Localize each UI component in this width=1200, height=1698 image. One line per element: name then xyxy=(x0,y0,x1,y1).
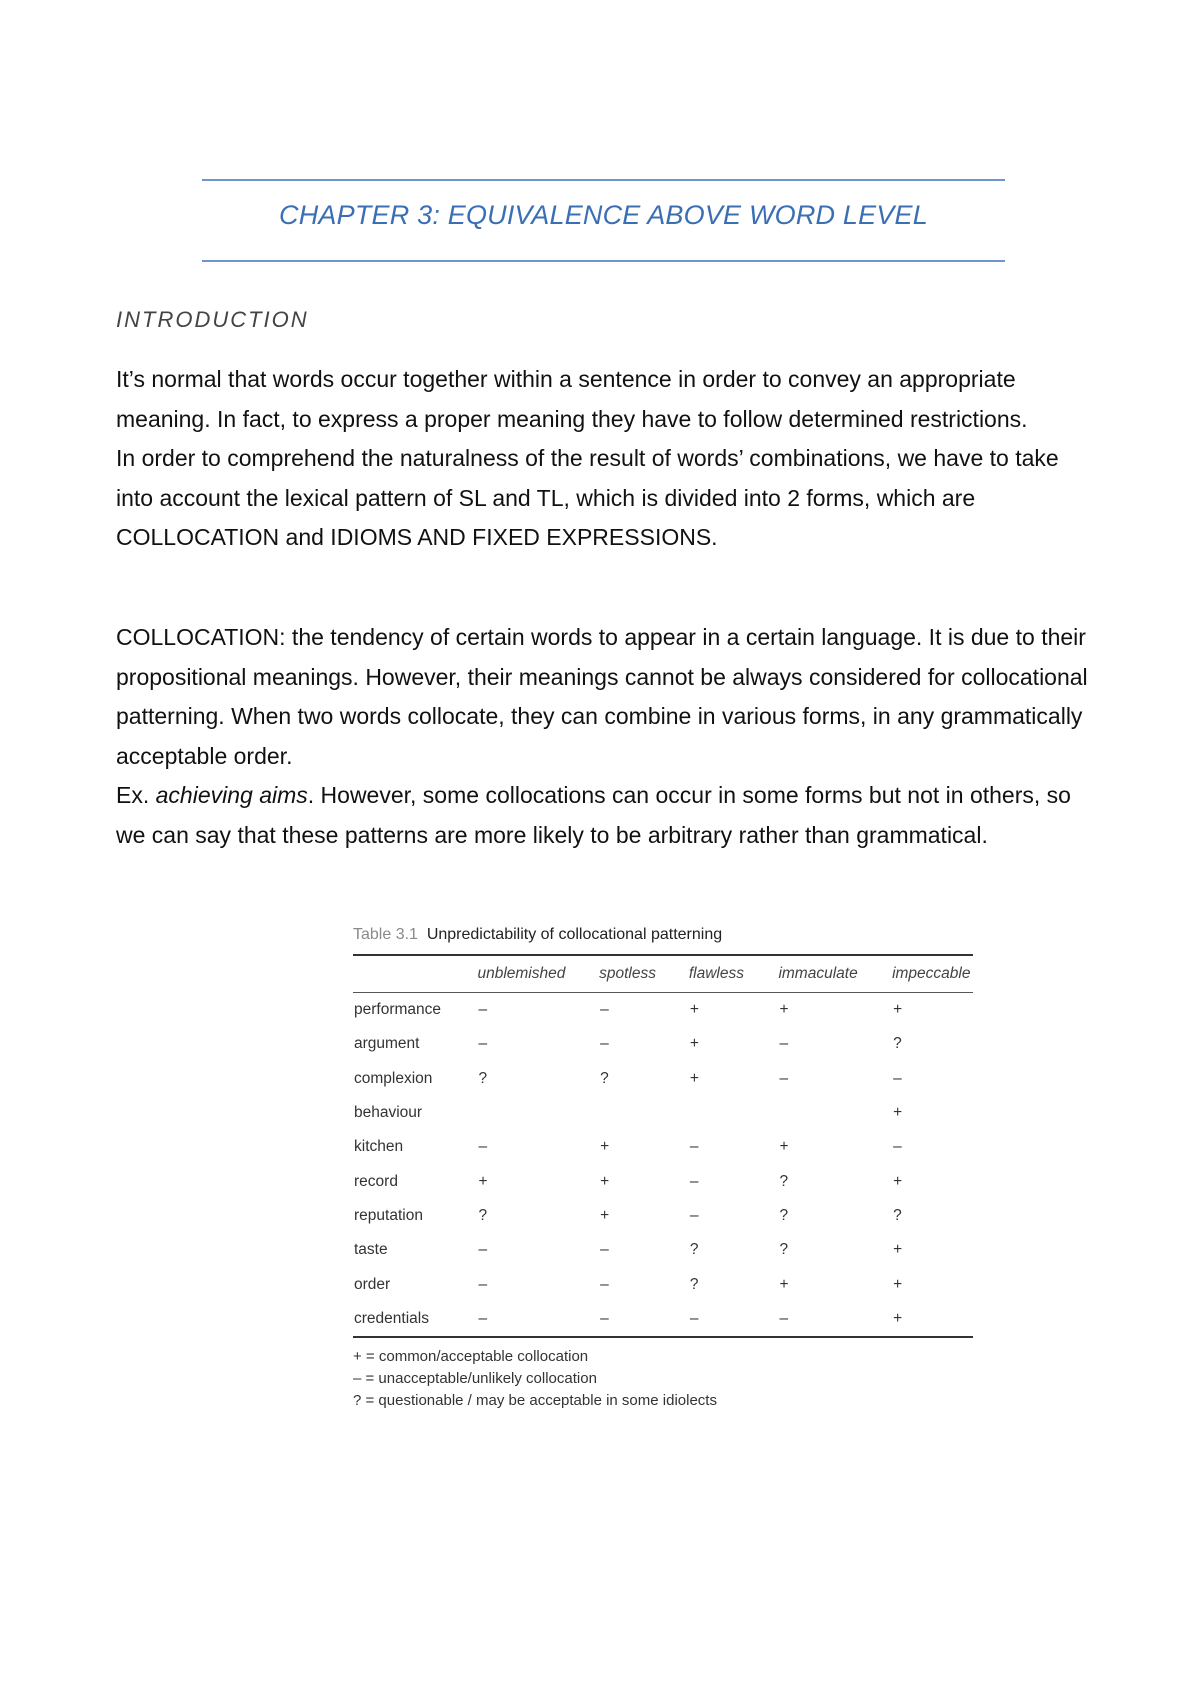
intro-paragraph-2: In order to comprehend the naturalness of the result of words’ combinations, we have to take into account the lexical pattern of SL and TL, which is divided into 2 forms, which are COLLOCATION and IDIOMS AND FIXED EXPRESSIONS. xyxy=(116,445,1059,550)
table-header-cell: immaculate xyxy=(777,955,891,993)
table-row xyxy=(353,1096,973,1130)
table-cell: – xyxy=(478,1001,488,1019)
table-cell: + xyxy=(893,1001,903,1019)
table-cell: + xyxy=(893,1309,903,1327)
chapter-rule-top xyxy=(202,179,1005,181)
intro-paragraph-1: It’s normal that words occur together within a sentence in order to convey an appropriate meaning. In fact, to express a proper meaning they have to follow determined restrictions. xyxy=(116,366,1028,432)
table-cell: – xyxy=(478,1138,488,1156)
table-header-cell: unblemished xyxy=(476,955,598,993)
table-row-noun: reputation xyxy=(354,1206,423,1224)
table-cell: – xyxy=(689,1172,699,1190)
table-cell: + xyxy=(779,1138,789,1156)
table-row-noun: behaviour xyxy=(354,1104,423,1122)
table-cell: – xyxy=(779,1309,789,1327)
legend-item-questionable: ? = questionable / may be acceptable in some idiolects xyxy=(353,1391,717,1409)
table-header-row xyxy=(353,955,973,993)
table-cell: + xyxy=(600,1138,610,1156)
table-cell: – xyxy=(689,1206,699,1224)
table-cell: + xyxy=(478,1172,488,1190)
table-cell: + xyxy=(779,1001,789,1019)
example-prefix: Ex. xyxy=(116,782,156,808)
table-cell: + xyxy=(689,1001,699,1019)
intro-heading: INTRODUCTION xyxy=(116,307,309,332)
table-cell xyxy=(476,1096,598,1130)
table-cell: + xyxy=(689,1035,699,1053)
table-row xyxy=(353,1164,973,1198)
table-cell: + xyxy=(600,1172,610,1190)
table-header-cell: impeccable xyxy=(891,955,973,993)
table-cell: + xyxy=(893,1275,903,1293)
table-cell: – xyxy=(600,1001,609,1019)
table-row xyxy=(353,1267,973,1301)
table-cell: – xyxy=(600,1241,609,1259)
table-cell: – xyxy=(478,1035,488,1053)
table-header-blank xyxy=(353,955,476,993)
table-cell: – xyxy=(600,1275,609,1293)
example-rest: . However, some collocations can occur in some forms but not in others, so we can say that these patterns are more likely to be arbitrary rather than grammatical. xyxy=(116,782,1071,848)
table-cell: ? xyxy=(689,1275,699,1293)
table-cell: + xyxy=(779,1275,789,1293)
table-row-noun: credentials xyxy=(354,1309,429,1327)
collocation-table xyxy=(353,954,973,1338)
table-cell: – xyxy=(779,1035,789,1053)
table-cell: – xyxy=(478,1309,488,1327)
table-cell: – xyxy=(893,1069,902,1087)
table-caption-label: Table 3.1 xyxy=(353,926,418,943)
collocation-section xyxy=(116,618,1096,855)
legend-item-unacceptable: – = unacceptable/unlikely collocation xyxy=(353,1369,597,1387)
table-row-noun: record xyxy=(354,1172,398,1190)
table-cell: + xyxy=(689,1069,699,1087)
chapter-title: CHAPTER 3: EQUIVALENCE ABOVE WORD LEVEL xyxy=(279,200,928,230)
table-cell: – xyxy=(689,1138,699,1156)
table-row xyxy=(353,1027,973,1061)
table-legend xyxy=(353,1346,973,1412)
table-cell: – xyxy=(689,1309,699,1327)
collocation-paragraph: COLLOCATION: the tendency of certain words to appear in a certain language. It is due to their propositional meanings. However, their meanings cannot be always considered for collocational patterning. When two words collocate, they can combine in various forms, in any grammatically acceptable order. xyxy=(116,624,1088,769)
table-row xyxy=(353,993,973,1028)
collocation-table-figure xyxy=(353,926,973,1412)
table-cell: – xyxy=(600,1309,609,1327)
table-cell: ? xyxy=(893,1035,902,1053)
table-cell: + xyxy=(893,1104,903,1122)
table-cell: ? xyxy=(478,1206,488,1224)
table-row-noun: taste xyxy=(354,1241,388,1259)
table-cell: – xyxy=(779,1069,789,1087)
intro-section xyxy=(116,360,1096,558)
table-header-cell: flawless xyxy=(688,955,778,993)
table-cell: – xyxy=(893,1138,902,1156)
table-row xyxy=(353,1302,973,1337)
table-cell xyxy=(777,1096,891,1130)
table-cell: – xyxy=(478,1241,488,1259)
table-cell: ? xyxy=(478,1069,488,1087)
table-cell: ? xyxy=(779,1206,789,1224)
table-row-noun: performance xyxy=(354,1001,442,1019)
example-phrase: achieving aims xyxy=(155,782,308,808)
table-row xyxy=(353,1130,973,1164)
table-row-noun: complexion xyxy=(354,1069,433,1087)
table-cell: – xyxy=(478,1275,488,1293)
example-paragraph xyxy=(116,776,1096,855)
table-cell: ? xyxy=(689,1241,699,1259)
table-cell: + xyxy=(600,1206,610,1224)
table-row-noun: order xyxy=(354,1275,391,1293)
table-row xyxy=(353,1199,973,1233)
table-cell: + xyxy=(893,1172,903,1190)
table-cell: + xyxy=(893,1241,903,1259)
table-cell xyxy=(688,1096,778,1130)
legend-item-acceptable: + = common/acceptable collocation xyxy=(353,1347,589,1365)
table-caption-text: Unpredictability of collocational patterning xyxy=(426,926,723,943)
table-caption xyxy=(353,926,973,954)
table-cell xyxy=(598,1096,688,1130)
table-row xyxy=(353,1062,973,1096)
table-row-noun: kitchen xyxy=(354,1138,404,1156)
table-cell: ? xyxy=(893,1206,902,1224)
table-cell: – xyxy=(600,1035,609,1053)
table-row-noun: argument xyxy=(354,1035,420,1053)
table-header-cell: spotless xyxy=(598,955,688,993)
table-cell: ? xyxy=(779,1241,789,1259)
table-cell: ? xyxy=(600,1069,609,1087)
table-cell: ? xyxy=(779,1172,789,1190)
table-row xyxy=(353,1233,973,1267)
chapter-rule-bottom xyxy=(202,260,1005,262)
